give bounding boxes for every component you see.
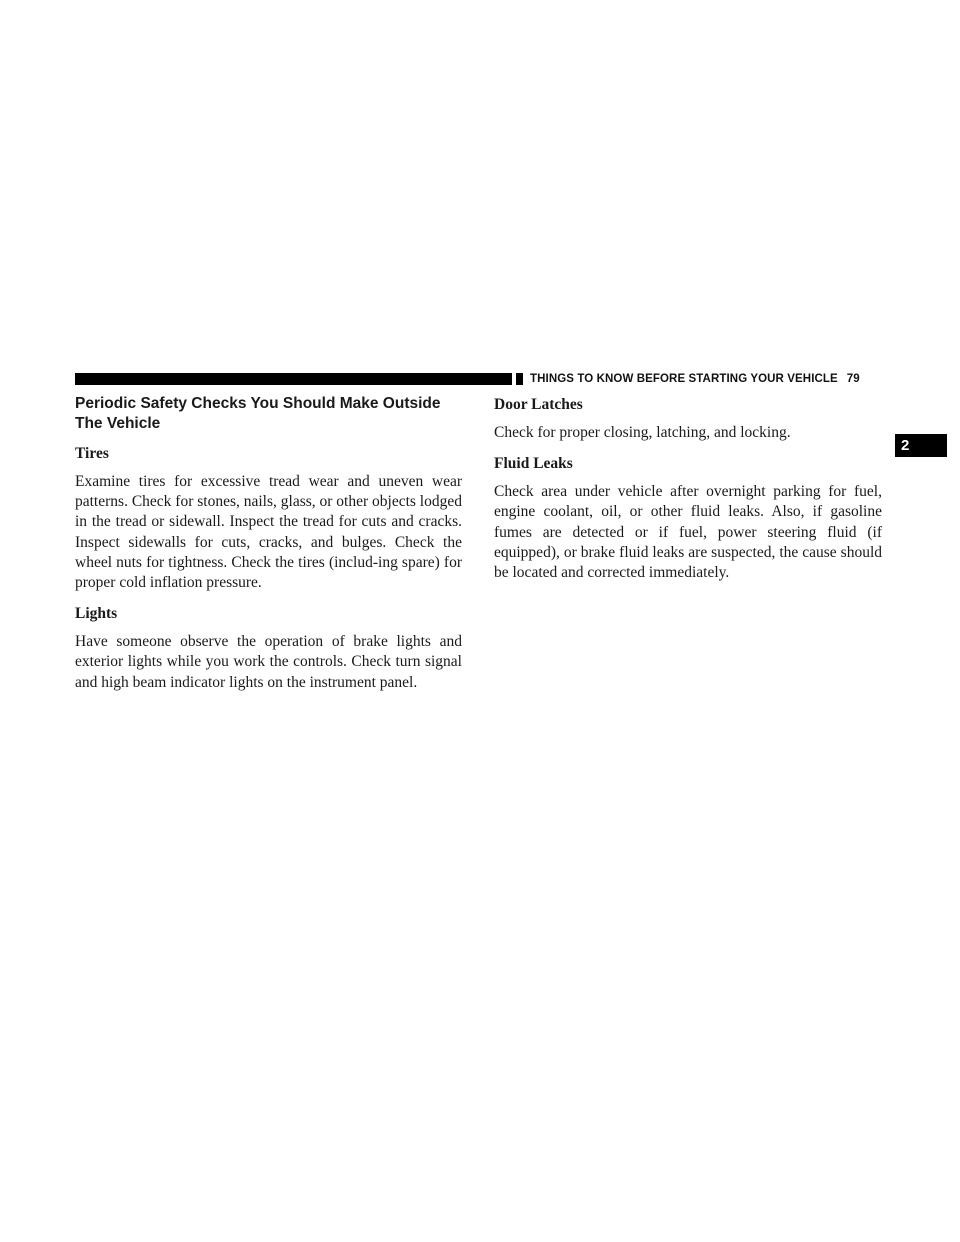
tires-paragraph: Examine tires for excessive tread wear and uneven wear patterns. Check for stones, nails, glass, or other objects lodged in the tread or sidewall. Inspect the tread for cuts and cracks. Inspect sidewalls for cuts, cracks, and bulges. Check the wheel nuts for tightness. Check the tires (includ-ing spare) for proper cold inflation pressure. xyxy=(75,473,462,592)
door-latches-heading: Door Latches xyxy=(494,396,583,413)
running-head-title: THINGS TO KNOW BEFORE STARTING YOUR VEHICLE xyxy=(530,373,838,385)
right-column xyxy=(494,394,882,594)
door-latches-paragraph: Check for proper closing, latching, and locking. xyxy=(494,424,791,441)
tires-heading: Tires xyxy=(75,445,109,462)
page-number: 79 xyxy=(846,373,860,385)
running-head xyxy=(530,372,860,386)
section-title: Periodic Safety Checks You Should Make Outside The Vehicle xyxy=(75,395,441,432)
lights-heading: Lights xyxy=(75,605,118,623)
left-column xyxy=(75,394,462,704)
header-rule xyxy=(75,373,512,385)
fluid-leaks-heading: Fluid Leaks xyxy=(494,455,573,473)
lights-paragraph: Have someone observe the operation of brake lights and exterior lights while you work the controls. Check turn signal and high beam indicator lights on the instrument panel. xyxy=(75,633,462,691)
chapter-tab: 2 xyxy=(895,434,947,457)
header-rule-segment xyxy=(516,373,523,385)
fluid-leaks-paragraph: Check area under vehicle after overnight parking for fuel, engine coolant, oil, or other fluid leaks. Also, if gasoline fumes are detected or if fuel, power steering fluid (if equipped), or brake fluid leaks are suspected, the cause should be located and corrected immediately. xyxy=(494,483,882,582)
